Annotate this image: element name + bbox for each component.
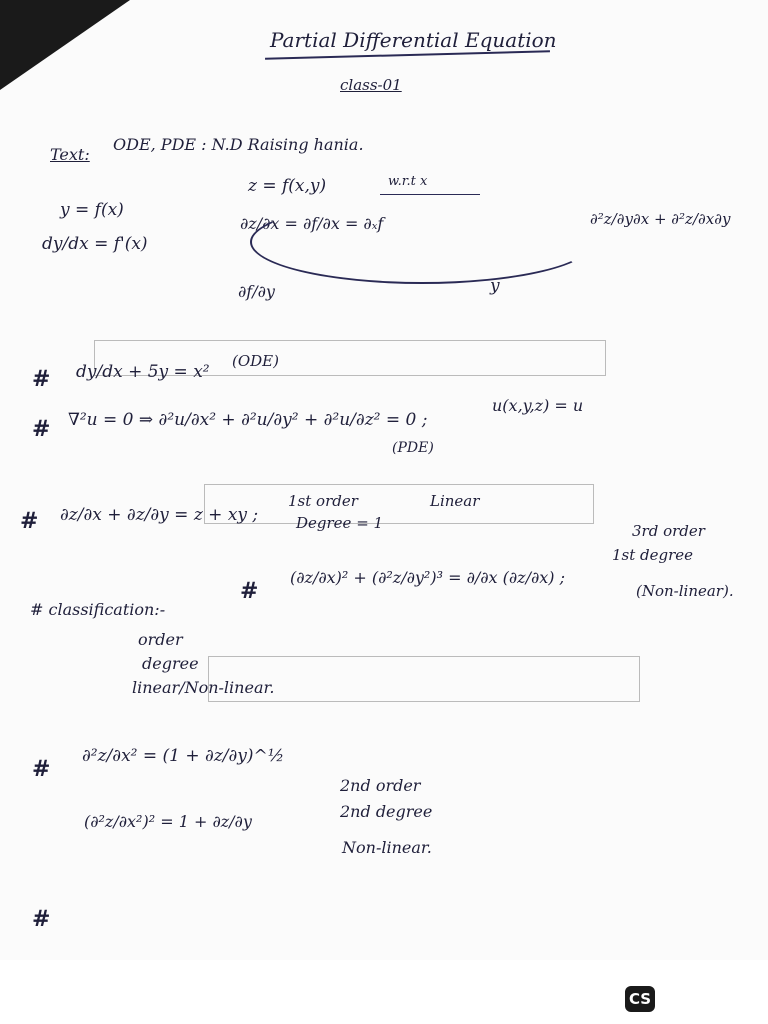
scanner-badge: CS (625, 986, 655, 1012)
hash-mark: # (32, 416, 51, 442)
ode-tag: (ODE) (232, 352, 279, 370)
classification-heading: # classification:- (30, 600, 166, 619)
last-degree: 2nd degree (340, 802, 433, 821)
laplace-expr: ∇²u = 0 ⇒ ∂²u/∂x² + ∂²u/∂y² + ∂²u/∂z² = 0 ; (68, 410, 428, 430)
last-kind: Non-linear. (342, 838, 432, 857)
ode-expr: dy/dx + 5y = x² (76, 362, 210, 382)
nonlinear-kind: (Non-linear). (636, 582, 734, 600)
linear-kind: Linear (430, 492, 480, 510)
text-value: ODE, PDE : N.D Raising hania. (113, 135, 364, 154)
linear-degree: Degree = 1 (296, 514, 384, 532)
eq-z-fxy: z = f(x,y) (248, 176, 327, 196)
partial-x-chain: ∂z/∂x = ∂f/∂x = ∂ₓf (240, 214, 384, 233)
hash-mark: # (20, 508, 39, 534)
wrt-note: w.r.t x (388, 174, 428, 189)
linear-box (204, 484, 594, 524)
classification-item: order (138, 630, 183, 649)
pde-tag: (PDE) (392, 440, 434, 456)
last-order: 2nd order (340, 776, 421, 795)
hash-mark: # (32, 366, 51, 392)
hash-mark: # (240, 578, 259, 604)
page-corner-shadow (0, 0, 130, 90)
linear-order: 1st order (288, 492, 358, 510)
eq-y-fx: y = f(x) (60, 200, 124, 220)
arc-arrow (250, 200, 594, 284)
mixed-partials: ∂²z/∂y∂x + ∂²z/∂x∂y (590, 210, 731, 228)
linear-expr: ∂z/∂x + ∂z/∂y = z + xy ; (60, 505, 259, 525)
nonlinear-degree: 1st degree (612, 546, 694, 564)
arrow-y-label: y (490, 276, 500, 296)
nonlinear-expr: (∂z/∂x)² + (∂²z/∂y²)³ = ∂/∂x (∂z/∂x) ; (290, 568, 565, 587)
classification-box (208, 656, 640, 702)
text-label: Text: (50, 145, 90, 164)
nonlinear-order: 3rd order (632, 522, 705, 540)
hash-mark: # (32, 756, 51, 782)
wrt-arrow (380, 194, 480, 195)
last-eq-expr: ∂²z/∂x² = (1 + ∂z/∂y)^½ (82, 746, 285, 766)
class-note: class-01 (340, 76, 402, 94)
u-function: u(x,y,z) = u (492, 396, 584, 415)
classification-item: degree (142, 654, 199, 673)
hash-mark: # (32, 906, 51, 932)
squared-expr: (∂²z/∂x²)² = 1 + ∂z/∂y (84, 812, 252, 831)
eq-derivative: dy/dx = f'(x) (42, 234, 148, 254)
partial-f-y: ∂f/∂y (238, 282, 275, 301)
page-title: Partial Differential Equation (270, 28, 557, 52)
classification-item: linear/Non-linear. (132, 678, 275, 697)
